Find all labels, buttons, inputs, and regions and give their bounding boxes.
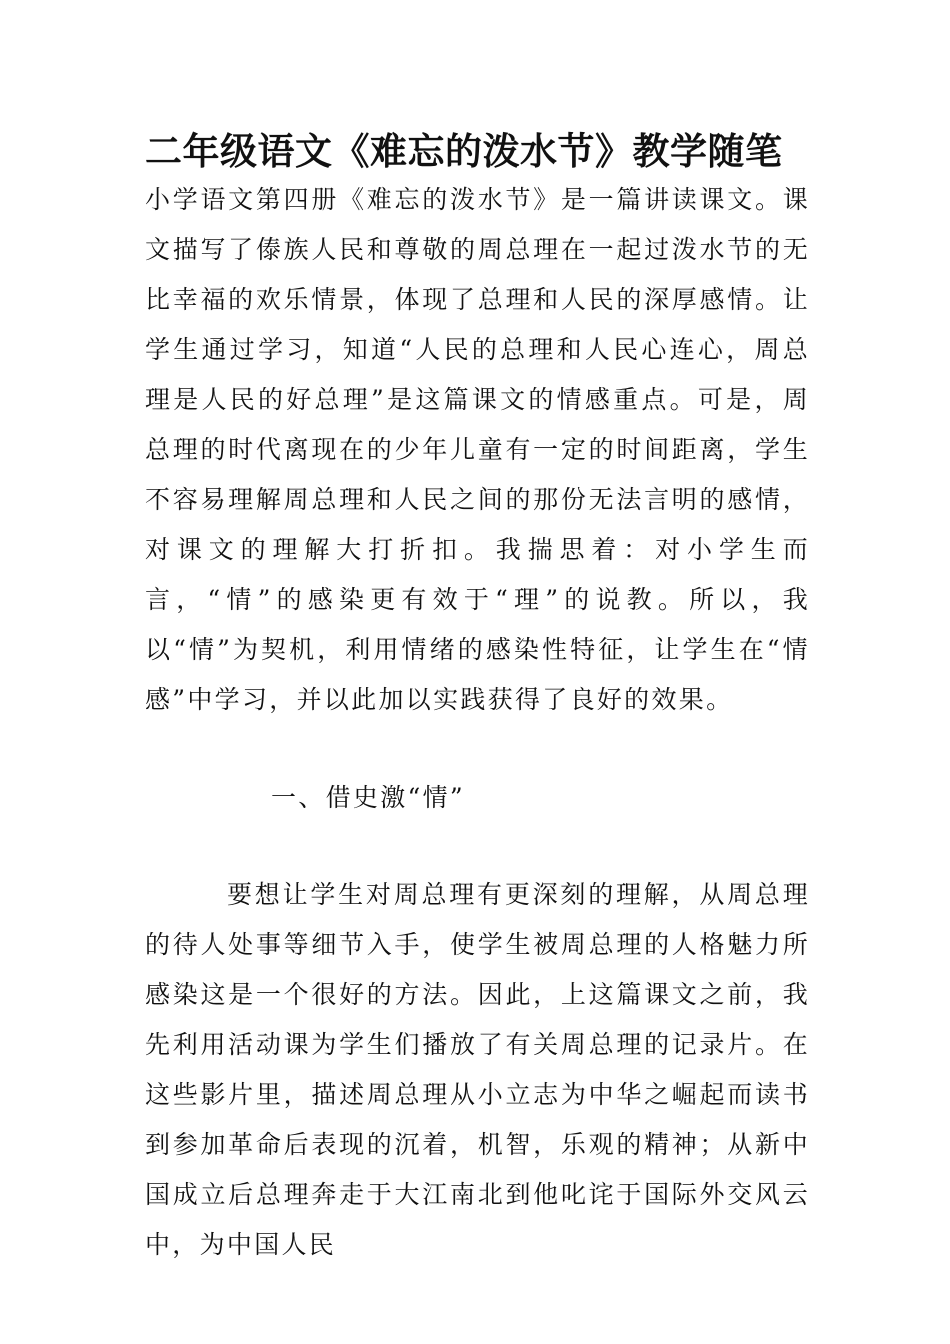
body-paragraph: 要想让学生对周总理有更深刻的理解，从周总理的待人处事等细节入手，使学生被周总理的人格魅力所感染这是一个很好的方法。因此，上这篇课文之前，我先利用活动课为学生们播放了有关周总理的记录片。在这些影片里，描述周总理从小立志为中华之崛起而读书到参加革命后表现的沉着，机智，乐观的精神；从新中国成立后总理奔走于大江南北到他叱诧于国际外交风云中，为中国人民	[145, 880, 810, 1259]
document-title: 二年级语文《难忘的泼水节》教学随笔	[145, 130, 783, 173]
intro-paragraph: 小学语文第四册《难忘的泼水节》是一篇讲读课文。课文描写了傣族人民和尊敬的周总理在一起过泼水节的无比幸福的欢乐情景，体现了总理和人民的深厚感情。让学生通过学习，知道“人民的总理和人民心连心，周总理是人民的好总理”是这篇课文的情感重点。可是，周总理的时代离现在的少年儿童有一定的时间距离，学生不容易理解周总理和人民之间的那份无法言明的感情，对课文的理解大打折扣。我揣思着：对小学生而言，“情”的感染更有效于“理”的说教。所以，我以“情”为契机，利用情绪的感染性特征，让学生在“情感”中学习，并以此加以实践获得了良好的效果。	[145, 185, 810, 714]
section-heading: 一、借史激“情”	[271, 783, 465, 812]
